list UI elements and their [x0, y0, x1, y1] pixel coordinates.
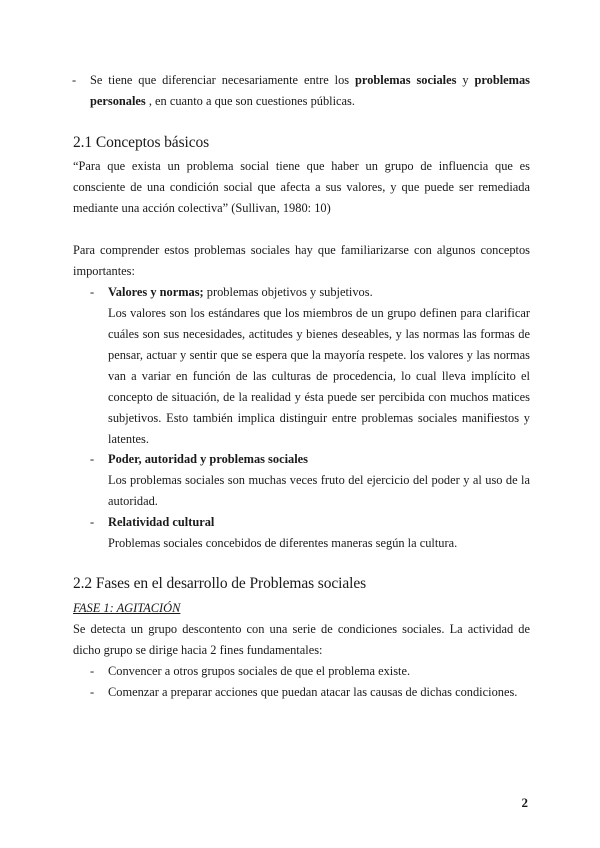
intro-text-mid: y	[456, 73, 475, 87]
intro-text-suffix: , en cuanto a que son cuestiones públicas.	[145, 94, 355, 108]
bullet-dash: -	[90, 452, 95, 466]
phase-item-text: Comenzar a preparar acciones que puedan atacar las causas de dichas condiciones.	[108, 685, 518, 699]
concept-item-title	[90, 449, 530, 470]
bullet-dash: -	[90, 515, 95, 529]
phase-label: FASE 1: AGITACIÓN	[73, 601, 181, 615]
intro-paragraph: Para comprender estos problemas sociales hay que familiarizarse con algunos conceptos importantes:	[73, 243, 530, 278]
intro-bullet	[72, 70, 530, 112]
phase-item-text: Convencer a otros grupos sociales de que el problema existe.	[108, 664, 411, 678]
page-number: 2	[521, 795, 528, 810]
intro-bold-personal: problemas personales	[90, 73, 530, 108]
bullet-dash: -	[72, 73, 77, 87]
quote-paragraph: “Para que exista un problema social tiene que haber un grupo de influencia que es consciente de una condición social que afecta a sus valores, y que puede ser remediada mediante una acción colectiva” (Sullivan, 1980: 10)	[73, 159, 530, 215]
concept-title-rest: problemas objetivos y subjetivos.	[203, 285, 373, 299]
phase-list-item	[90, 682, 530, 703]
concept-title: Valores y normas;	[108, 285, 204, 299]
concept-item-body: Los valores son los estándares que los miembros de un grupo definen para clarificar cuáles son sus necesidades, actitudes y bienes deseables, y las normas las formas de pensar, actuar y sentir que se espera que la mayoría respete. los valores y las normas van a variar en función de las culturas de procedencia, lo cual lleva implícito el concepto de situación, de la realidad y ésta puede ser percibida con muchos matices subjetivos. Esto también implica distinguir entre problemas sociales manifiestos y latentes.	[108, 306, 530, 446]
bullet-dash: -	[90, 685, 95, 699]
concept-item-body: Los problemas sociales son muchas veces fruto del ejercicio del poder y al uso de la autoridad.	[108, 473, 530, 508]
phase-list-item	[90, 661, 530, 682]
phase-paragraph: Se detecta un grupo descontento con una serie de condiciones sociales. La actividad de dicho grupo se dirige hacia 2 fines fundamentales:	[73, 622, 530, 657]
section-heading-2-2: 2.2 Fases en el desarrollo de Problemas sociales	[73, 575, 367, 592]
bullet-dash: -	[90, 285, 95, 299]
section-heading-2-1: 2.1 Conceptos básicos	[73, 134, 210, 151]
concept-item-title	[90, 512, 530, 533]
concept-item-title	[90, 282, 530, 303]
concept-title: Relatividad cultural	[108, 515, 215, 529]
concept-item-body: Problemas sociales concebidos de diferentes maneras según la cultura.	[108, 536, 458, 550]
intro-text-prefix: Se tiene que diferenciar necesariamente entre los	[90, 73, 356, 87]
intro-bold-social: problemas sociales	[355, 73, 457, 87]
concept-title: Poder, autoridad y problemas sociales	[108, 452, 308, 466]
bullet-dash: -	[90, 664, 95, 678]
